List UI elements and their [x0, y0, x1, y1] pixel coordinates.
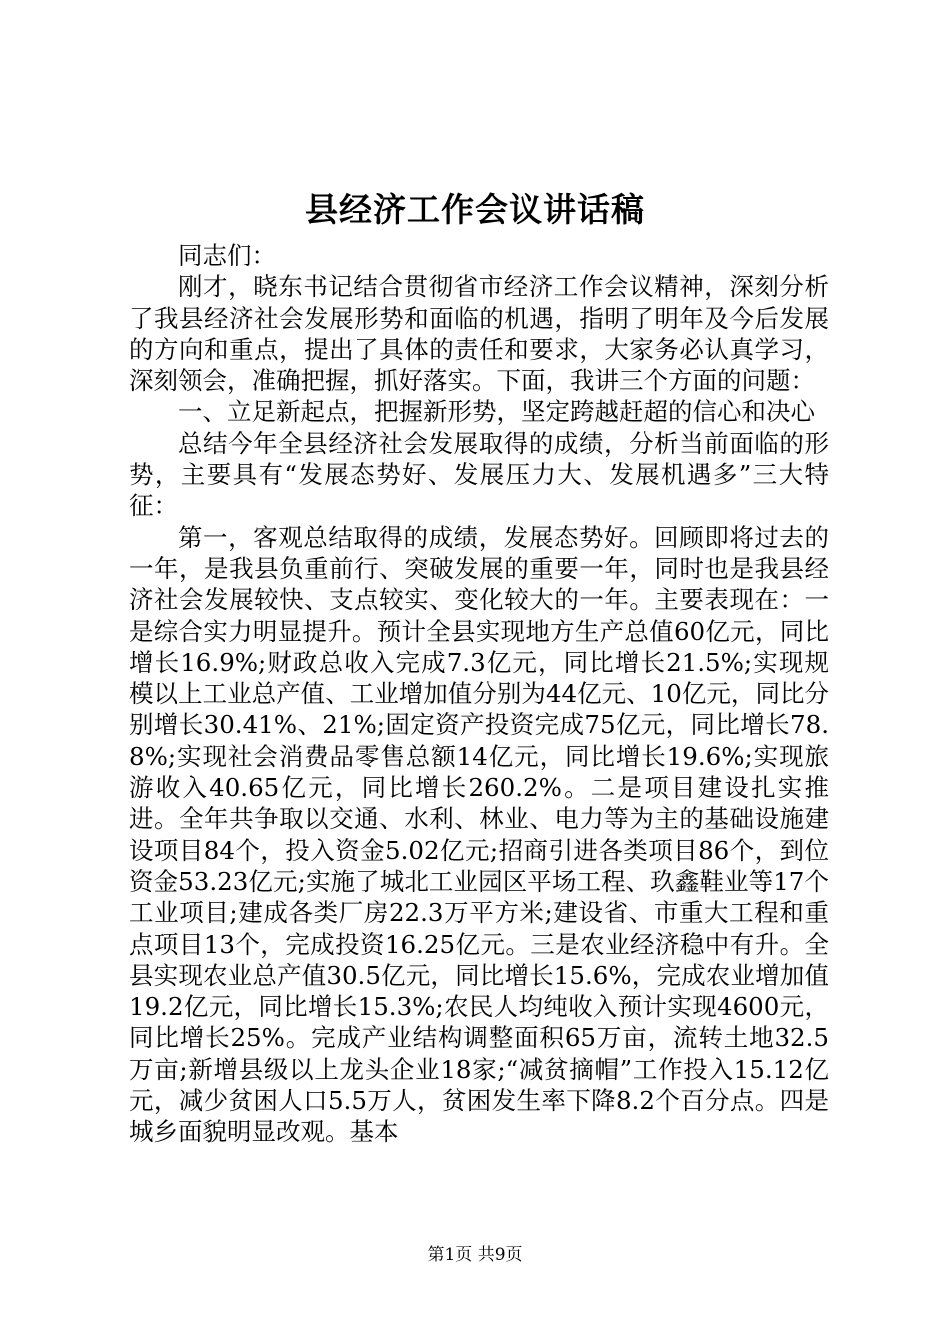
section-heading-1: 一、立足新起点，把握新形势，坚定跨越赶超的信心和决心 [178, 397, 815, 427]
paragraph-achievements: 第一，客观总结取得的成绩，发展态势好。回顾即将过去的一年，是我县负重前行、突破发展的重要一年，同时也是我县经济社会发展较快、支点较实、变化较大的一年。主要表现在：一是综合实力明显提升。预计全县实现地方生产总值60亿元，同比增长16.9%;财政总收入完成7.3亿元，同比增长21.5%;实现规模以上工业总产值、工业增加值分别为44亿元、10亿元，同比分别增长30.41%、21%;固定资产投资完成75亿元，同比增长78.8%;实现社会消费品零售总额14亿元，同比增长19.6%;实现旅游收入40.65亿元，同比增长260.2%。二是项目建设扎实推进。全年共争取以交通、水利、林业、电力等为主的基础设施建设项目84个，投入资金5.02亿元;招商引进各类项目86个，到位资金53.23亿元;实施了城北工业园区平场工程、玖鑫鞋业等17个工业项目;建成各类厂房22.3万平方米;建设省、市重大工程和重点项目13个，完成投资16.25亿元。三是农业经济稳中有升。全县实现农业总产值30.5亿元，同比增长15.6%，完成农业增加值19.2亿元，同比增长15.3%;农民人均纯收入预计实现4600元，同比增长25%。完成产业结构调整面积65万亩，流转土地32.5万亩;新增县级以上龙头企业18家;“减贫摘帽”工作投入15.12亿元，减少贫困人口5.5万人，贫困发生率下降8.2个百分点。四是城乡面貌明显改观。基本 [129, 522, 829, 1147]
document-title: 县经济工作会议讲话稿 [305, 190, 645, 229]
paragraph-summary: 总结今年全县经济社会发展取得的成绩，分析当前面临的形势，主要具有“发展态势好、发展压力大、发展机遇多”三大特征： [129, 428, 829, 521]
paragraph-intro: 刚才，晓东书记结合贯彻省市经济工作会议精神，深刻分析了我县经济社会发展形势和面临的机遇，指明了明年及今后发展的方向和重点，提出了具体的责任和要求，大家务必认真学习，深刻领会，准确把握，抓好落实。下面，我讲三个方面的问题： [129, 272, 829, 396]
document-body [129, 240, 829, 1148]
page-number-footer: 第1页 共9页 [427, 1245, 523, 1265]
paragraph-greeting: 同志们： [178, 241, 276, 270]
